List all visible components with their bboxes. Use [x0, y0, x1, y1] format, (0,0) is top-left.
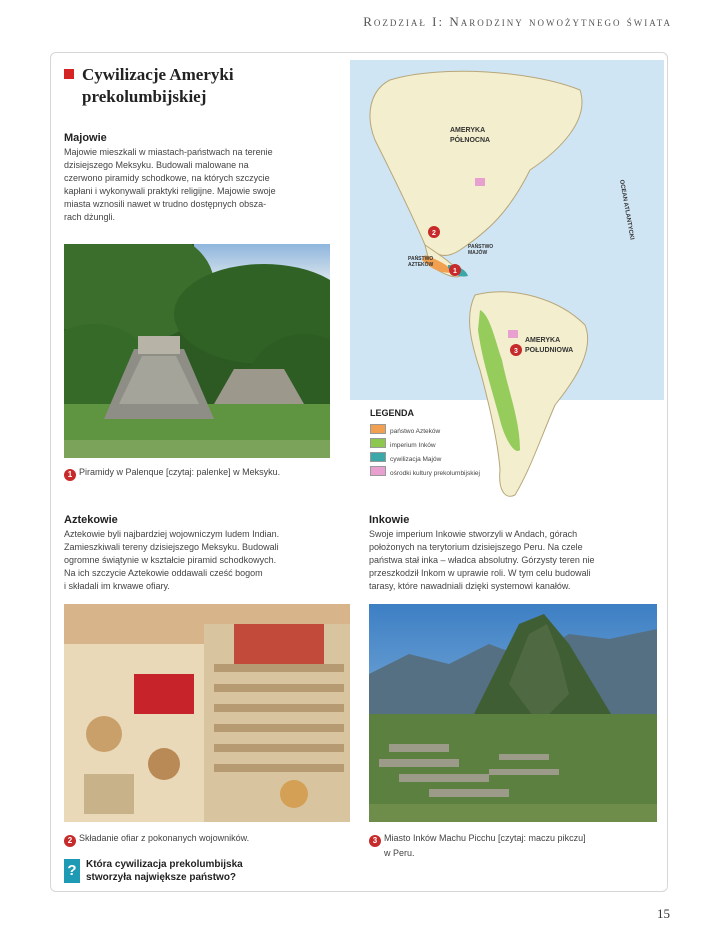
legend-label: ośrodki kultury prekolumbijskiej — [390, 470, 480, 477]
legend-swatch — [370, 452, 386, 462]
maya-line: dzisiejszego Meksyku. Budowali malowane na — [64, 160, 249, 170]
aztecs-line: Aztekowie byli najbardziej wojowniczym ludem Indian. — [64, 529, 280, 539]
legend-label: imperium Inków — [390, 442, 436, 449]
red-square-icon — [64, 69, 74, 79]
inca-line: Swoje imperium Inkowie stworzyli w Andach, górach — [369, 529, 578, 539]
map-label-aztec: AZTEKÓW — [408, 262, 434, 268]
maya-line: kapłani i wykonywali praktyki religijne. Majowie swoje — [64, 186, 276, 196]
maya-heading: Majowie — [64, 132, 107, 144]
maya-line: Majowie mieszkali w miastach-państwach na terenie — [64, 147, 273, 157]
maya-paragraph — [64, 146, 334, 224]
legend-swatch — [370, 424, 386, 434]
legend-label: państwo Azteków — [390, 428, 441, 435]
legend-title: LEGENDA — [370, 408, 415, 418]
legend-item-aztec — [370, 424, 440, 435]
legend-swatch — [370, 438, 386, 448]
aztec-codex-image — [64, 604, 350, 822]
legend-label: cywilizacja Majów — [390, 456, 442, 463]
running-head: Rozdział I: Narodziny nowożytnego świata — [363, 14, 672, 29]
palenque-caption — [64, 466, 334, 481]
section-title-line2: prekolumbijskiej — [82, 87, 207, 106]
inca-paragraph — [369, 528, 659, 593]
aztecs-paragraph — [64, 528, 344, 593]
map-label-south: AMERYKA — [525, 337, 561, 344]
maya-line: rach dżungli. — [64, 212, 116, 222]
inca-line: państwa stał inka – władca absolutny. Górzysty teren nie — [369, 555, 595, 565]
aztecs-line: Zamieszkiwali tereny dzisiejszego Meksyku. Budowali — [64, 542, 279, 552]
caption-text: Składanie ofiar z pokonanych wojowników. — [79, 833, 250, 843]
aztec-caption — [64, 832, 344, 847]
question-box — [64, 858, 346, 884]
inca-heading: Inkowie — [369, 514, 410, 526]
caption-text: w Peru. — [384, 848, 415, 858]
map-label-maya: MAJÓW — [468, 250, 488, 256]
map-marker-2: 2 — [432, 230, 436, 237]
map-label-maya: PAŃSTWO — [468, 244, 494, 250]
question-line: Która cywilizacja prekolumbijska — [86, 859, 243, 870]
aztecs-line: ogromne świątynie w kształcie piramid schodkowych. — [64, 555, 277, 565]
aztecs-heading: Aztekowie — [64, 514, 118, 526]
inca-line: położonych na terytorium dzisiejszego Peru. Na czele — [369, 542, 583, 552]
inca-line: tarasy, które nawadniali dzięki systemowi kanałów. — [369, 581, 571, 591]
number-badge-icon: 1 — [64, 469, 76, 481]
number-badge-icon: 3 — [369, 835, 381, 847]
legend-swatch — [370, 466, 386, 476]
map-label-south: POŁUDNIOWA — [525, 347, 574, 354]
inca-caption — [369, 832, 659, 860]
question-mark-icon: ? — [64, 859, 80, 883]
caption-text: Miasto Inków Machu Picchu [czytaj: maczu pikczu] — [384, 833, 586, 843]
maya-line: miasta wznosili nawet w trudno dostępnych obsza- — [64, 199, 267, 209]
section-title-line1: Cywilizacje Ameryki — [82, 65, 234, 84]
map-label-north: PÓŁNOCNA — [450, 137, 491, 144]
number-badge-icon: 2 — [64, 835, 76, 847]
legend-item-culture — [370, 466, 480, 477]
map-marker-3: 3 — [514, 348, 518, 355]
legend-item-inca — [370, 438, 436, 449]
map-label-aztec: PAŃSTWO — [408, 256, 434, 262]
machu-picchu-photo — [369, 604, 657, 822]
americas-map — [330, 60, 664, 518]
map-marker-1: 1 — [453, 268, 457, 275]
aztecs-line: i składali im krwawe ofiary. — [64, 581, 170, 591]
section-title — [64, 64, 332, 108]
aztecs-line: Na ich szczycie Aztekowie oddawali cześć bogom — [64, 568, 263, 578]
caption-text: Piramidy w Palenque [czytaj: palenke] w Meksyku. — [79, 467, 281, 477]
map-label-north: AMERYKA — [450, 127, 486, 134]
question-line: stworzyła największe państwo? — [86, 872, 237, 883]
maya-line: czerwono piramidy schodkowe, na których szczycie — [64, 173, 270, 183]
inca-line: przeszkodził Inkom w uprawie roli. W tym celu budowali — [369, 568, 591, 578]
legend-item-maya — [370, 452, 441, 463]
palenque-photo — [64, 244, 332, 458]
page-number: 15 — [657, 906, 670, 921]
map-label-ocean: OCEAN ATLANTYCKI — [618, 179, 635, 241]
